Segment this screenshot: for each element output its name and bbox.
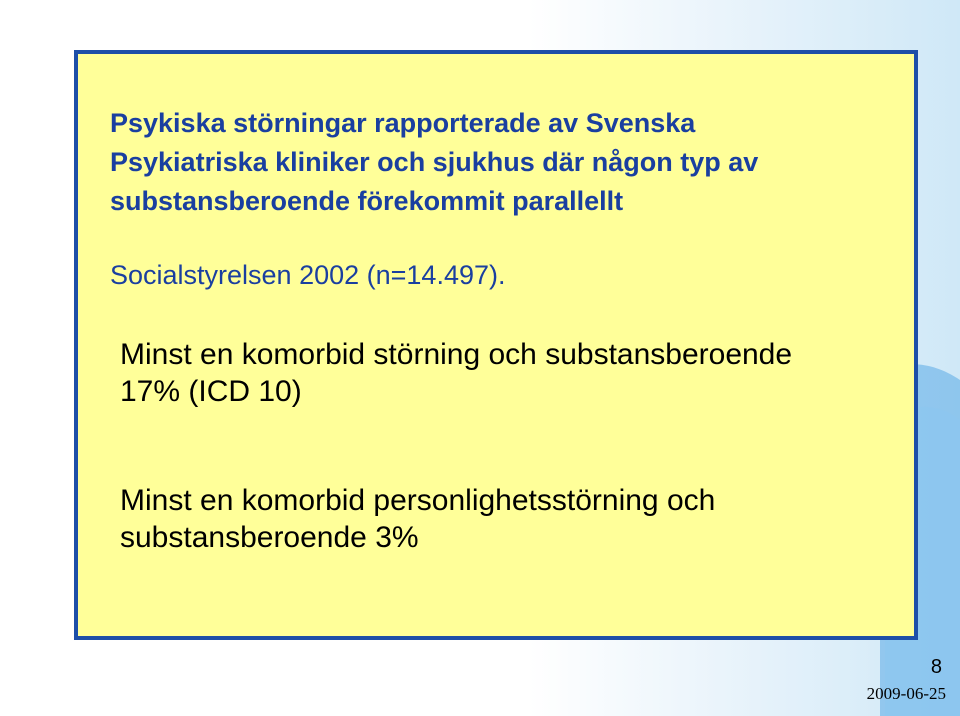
slide-date: 2009-06-25 — [866, 684, 946, 703]
source-citation: Socialstyrelsen 2002 (n=14.497). — [110, 260, 506, 290]
stat-line: Minst en komorbid personlighetsstörning och — [120, 484, 716, 517]
stat-line: 17% (ICD 10) — [120, 375, 302, 408]
stat-line: substansberoende 3% — [120, 521, 419, 554]
stat-line: Minst en komorbid störning och substansberoende — [120, 338, 793, 371]
title-line: Psykiatriska kliniker och sjukhus där någon typ av — [110, 147, 759, 177]
page-number: 8 — [930, 656, 942, 678]
slide-title — [110, 104, 870, 221]
title-line: substansberoende förekommit parallellt — [110, 186, 624, 216]
stat-comorbid-personality-disorder — [120, 482, 715, 556]
content-panel — [74, 50, 918, 640]
title-line: Psykiska störningar rapporterade av Svenska — [110, 108, 696, 138]
stat-comorbid-disorder — [120, 336, 792, 410]
